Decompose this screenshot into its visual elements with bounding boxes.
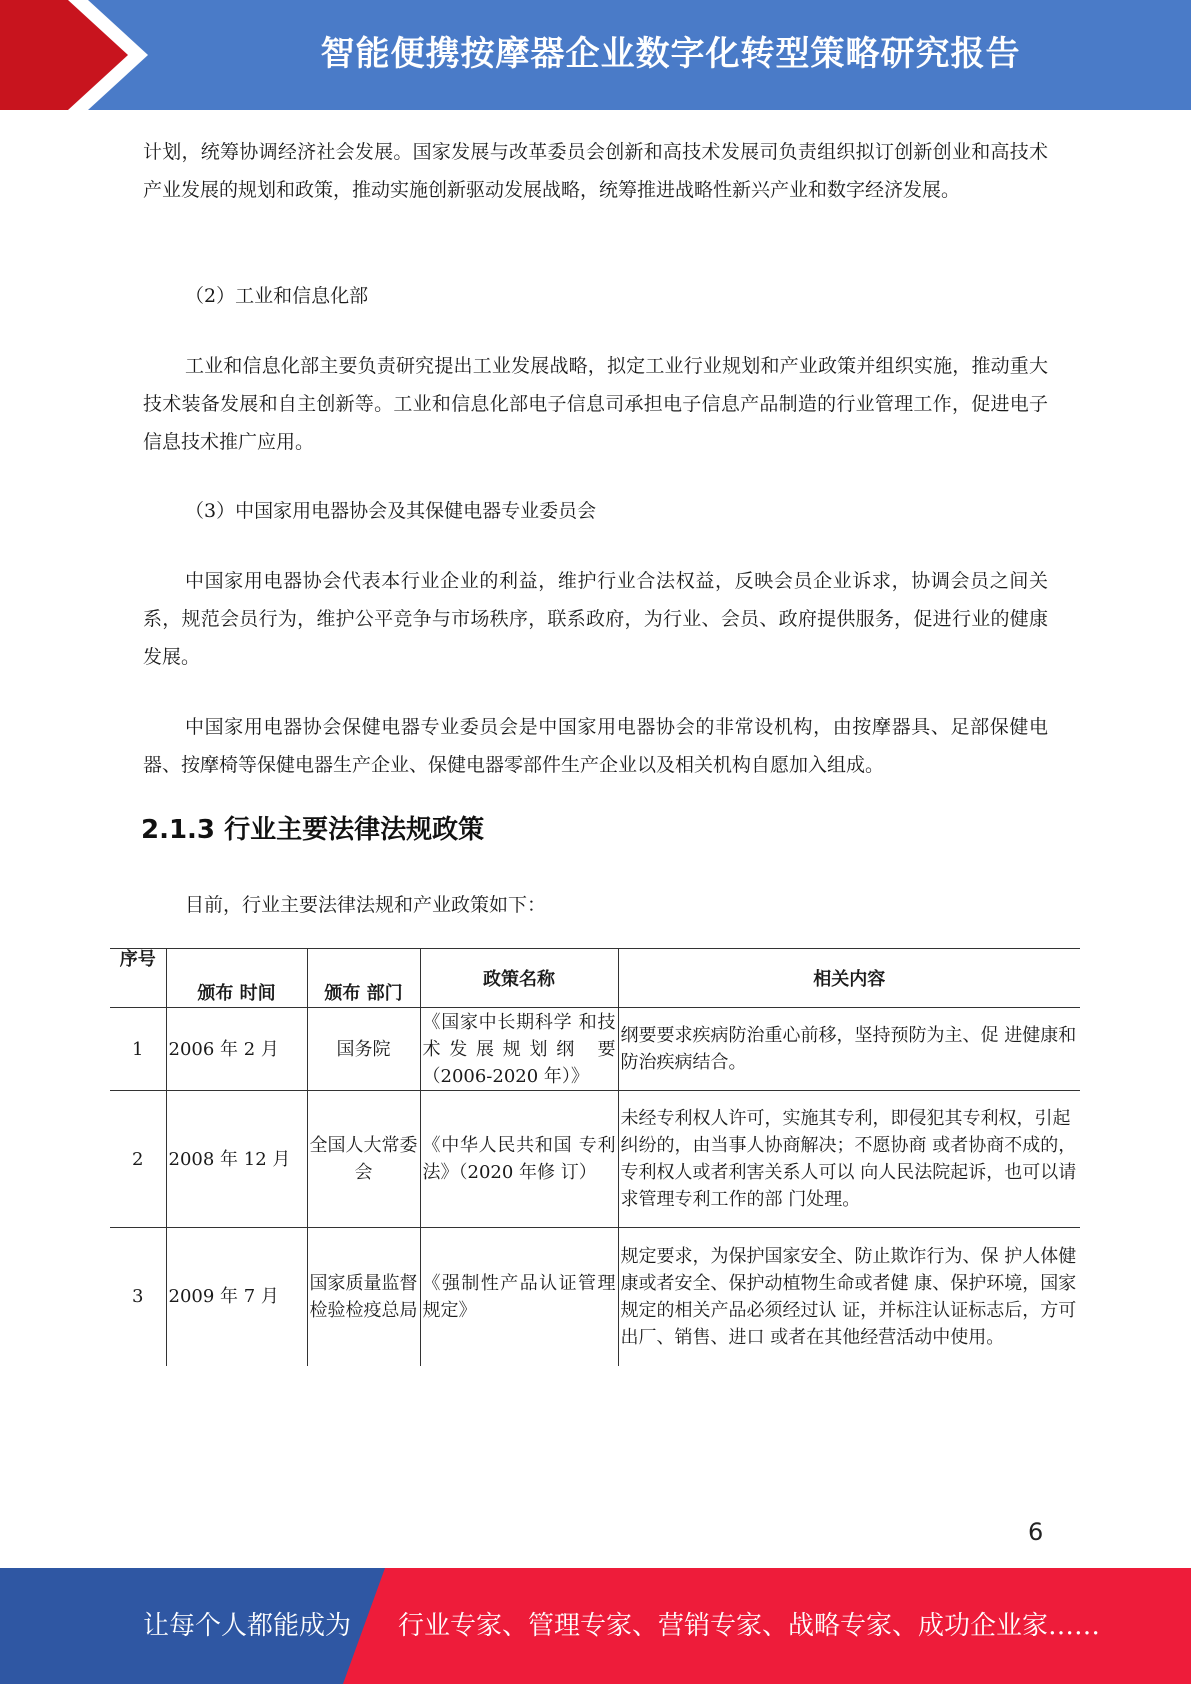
footer-slogan-right: 行业专家、管理专家、营销专家、战略专家、成功企业家…… (398, 1611, 1101, 1641)
page-header (0, 0, 1191, 110)
header-content: 相关内容 (618, 949, 1080, 1008)
cell-policy-name: 《强制性产品认证管理规定》 (420, 1228, 618, 1366)
policy-table (110, 948, 1080, 1366)
cell-dept: 全国人大常委会 (307, 1091, 420, 1228)
report-title: 智能便携按摩器企业数字化转型策略研究报告 (320, 34, 1021, 74)
cell-dept: 国家质量监督检验检疫总局 (307, 1228, 420, 1366)
cell-date: 2006 年 2 月 (166, 1008, 307, 1091)
cell-date: 2009 年 7 月 (166, 1228, 307, 1366)
table-header-row (110, 949, 1080, 1008)
paragraph-health-committee: 中国家用电器协会保健电器专业委员会是中国家用电器协会的非常设机构，由按摩器具、足部保健电器、按摩椅等保健电器生产企业、保健电器零部件生产企业以及相关机构自愿加入组成。 (143, 716, 1048, 776)
header-chevron-decoration (0, 0, 150, 110)
cell-policy-name: 《国家中长期科学 和技术发展规划纲 要（2006-2020 年）》 (420, 1008, 618, 1091)
table-intro: 目前，行业主要法律法规和产业政策如下： (185, 894, 547, 916)
cell-dept: 国务院 (307, 1008, 420, 1091)
header-date: 颁布 时间 (166, 949, 307, 1008)
header-seq: 序号 (110, 949, 166, 1008)
page-number: 6 (1028, 1518, 1044, 1546)
section-title: 2.1.3 行业主要法律法规政策 (141, 815, 485, 845)
cell-date: 2008 年 12 月 (166, 1091, 307, 1228)
cell-seq: 1 (110, 1008, 166, 1091)
table-row (110, 1008, 1080, 1091)
cell-seq: 3 (110, 1228, 166, 1366)
cell-content: 规定要求，为保护国家安全、防止欺诈行为、保 护人体健康或者安全、保护动植物生命或者健 康、保护环境，国家规定的相关产品必须经过认 证，并标注认证标志后，方可出厂、销售、进口 或者在其他经营活动中使用。 (618, 1228, 1080, 1366)
cell-content: 未经专利权人许可，实施其专利，即侵犯其专利权，引起纠纷的，由当事人协商解决；不愿协商 或者协商不成的，专利权人或者利害关系人可以 向人民法院起诉，也可以请求管理专利工作的部 门处理。 (618, 1091, 1080, 1228)
subheading-miit: （2）工业和信息化部 (185, 285, 369, 307)
paragraph-cheaa: 中国家用电器协会代表本行业企业的利益，维护行业合法权益，反映会员企业诉求，协调会员之间关系，规范会员行为，维护公平竞争与市场秩序，联系政府，为行业、会员、政府提供服务，促进行业的健康发展。 (143, 570, 1048, 668)
paragraph-miit: 工业和信息化部主要负责研究提出工业发展战略，拟定工业行业规划和产业政策并组织实施，推动重大技术装备发展和自主创新等。工业和信息化部电子信息司承担电子信息产品制造的行业管理工作，促进电子信息技术推广应用。 (143, 355, 1048, 453)
cell-content: 纲要要求疾病防治重心前移，坚持预防为主、促 进健康和防治疾病结合。 (618, 1008, 1080, 1091)
table-row (110, 1091, 1080, 1228)
table-row (110, 1228, 1080, 1366)
cell-seq: 2 (110, 1091, 166, 1228)
cell-policy-name: 《中华人民共和国 专利法》（2020 年修 订） (420, 1091, 618, 1228)
subheading-cheaa: （3）中国家用电器协会及其保健电器专业委员会 (185, 500, 597, 522)
paragraph-ndrc: 计划，统筹协调经济社会发展。国家发展与改革委员会创新和高技术发展司负责组织拟订创新创业和高技术产业发展的规划和政策，推动实施创新驱动发展战略，统筹推进战略性新兴产业和数字经济发展。 (143, 141, 1048, 201)
page-footer (0, 1568, 1191, 1684)
header-dept: 颁布 部门 (307, 949, 420, 1008)
header-policy-name: 政策名称 (420, 949, 618, 1008)
footer-slogan-left: 让每个人都能成为 (143, 1611, 352, 1641)
